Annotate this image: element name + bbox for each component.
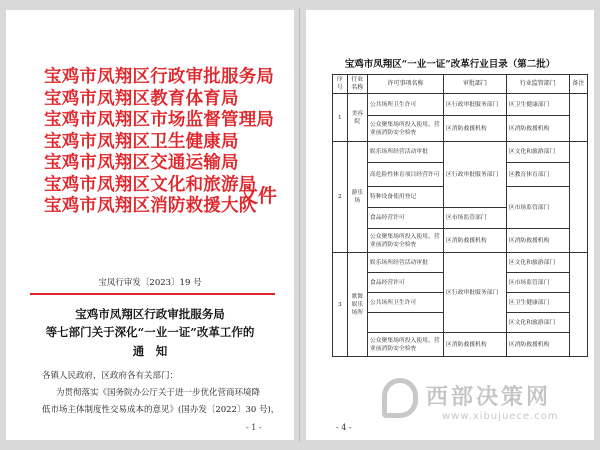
agency-name: 宝鸡市凤翔区文化和旅游局: [44, 174, 257, 195]
supervision-dept: 区消防救援机构: [506, 229, 569, 253]
notice-title-line: 等七部门关于深化“一业一证”改革工作的: [45, 325, 255, 339]
permit-item: 食品经营许可: [367, 273, 443, 293]
remark: [569, 253, 587, 357]
supervision-dept: 区文化和旅游部门: [506, 313, 569, 333]
supervision-dept: 区卫生健康部门: [506, 293, 569, 313]
supervision-dept: 区卫生健康部门: [506, 94, 569, 116]
supervision-dept: 区文化和旅游部门: [506, 142, 569, 163]
supervision-dept: 区市场监管部门: [506, 187, 569, 229]
body-text-line: 低市场主体制度性交易成本的意见》(国办发〔2022〕30 号)，: [42, 405, 280, 415]
supervision-dept: 区教育体育部门: [506, 163, 569, 187]
page-divider: [299, 8, 300, 442]
industry-name: 歌舞娱乐场所: [347, 253, 367, 357]
industry-name: 游乐场: [347, 142, 367, 253]
approval-dept: 区市场监管部门: [444, 208, 507, 229]
catalog-title: 宝鸡市凤翔区“一业一证”改革行业目录（第二批）: [344, 59, 556, 70]
notice-title-line: 通 知: [132, 344, 168, 358]
permit-item: 高危险性体育项目经营许可: [367, 163, 443, 187]
body-text-line: 为贯彻落实《国务院办公厅关于进一步优化营商环境降: [56, 388, 261, 398]
permit-item: 娱乐场所经营活动审批: [367, 142, 443, 163]
table-row: [333, 142, 588, 163]
document-page-4: [306, 10, 594, 440]
permit-item: 公共场所卫生许可: [367, 94, 443, 116]
header-cell: 行业名称: [347, 75, 367, 94]
document-label: 文件: [239, 185, 278, 207]
table-header-row: [333, 75, 588, 94]
table-row: [333, 229, 588, 253]
permit-item: 特种设备使用登记: [367, 187, 443, 208]
permit-item: 公众聚集场所投入使用、营业前消防安全检查: [367, 116, 443, 142]
page-number: - 1 -: [246, 423, 262, 432]
page-number: - 4 -: [336, 423, 352, 432]
row-number: 3: [333, 253, 348, 357]
table-row: [333, 94, 588, 116]
approval-dept: 区行政审批服务部门: [444, 253, 507, 333]
watermark-url: www.xibujuece.com: [442, 411, 559, 422]
header-cell: 序号: [333, 75, 348, 94]
approval-dept: 区消防救援机构: [444, 229, 507, 253]
header-cell: 行业监管部门: [506, 75, 569, 94]
agency-name: 宝鸡市凤翔区交通运输局: [44, 153, 239, 173]
industry-catalog-table: [332, 74, 588, 357]
approval-dept: 区消防救援机构: [444, 116, 507, 142]
red-divider: [30, 293, 275, 295]
supervision-dept: 区市场监管部门: [506, 273, 569, 293]
remark: [569, 142, 587, 253]
notice-title-line: 宝鸡市凤翔区行政审批服务局: [75, 307, 225, 321]
table-row: [333, 253, 588, 273]
remark: [569, 94, 587, 142]
row-number: 2: [333, 142, 348, 253]
watermark-text: 西部决策网: [426, 385, 552, 410]
agency-name: 宝鸡市凤翔区行政审批服务局: [44, 67, 275, 87]
agency-name: 宝鸡市凤翔区市场监督管理局: [44, 110, 275, 130]
row-number: 1: [333, 94, 348, 142]
approval-dept: 区行政审批服务部门: [444, 142, 507, 208]
document-number: 宝凤行审发〔2023〕19 号: [98, 278, 202, 288]
permit-item: [367, 313, 443, 333]
industry-name: 美容院: [347, 94, 367, 142]
table-row: [333, 116, 588, 142]
header-cell: 许可事项名称: [367, 75, 443, 94]
header-cell: 审批部门: [444, 75, 507, 94]
watermark-logo-icon: [382, 378, 418, 418]
permit-item: 公共场所卫生许可: [367, 293, 443, 313]
permit-item: 娱乐场所经营活动审批: [367, 253, 443, 273]
approval-dept: 区消防救援机构: [444, 333, 507, 357]
body-text-line: 各镇人民政府，区政府各有关部门：: [42, 371, 179, 381]
permit-item: 公众聚集场所投入使用、营业前消防安全检查: [367, 229, 443, 253]
supervision-dept: 区消防救援机构: [506, 333, 569, 357]
document-page-1: [6, 10, 294, 440]
approval-dept: 区行政审批服务部门: [444, 94, 507, 116]
header-cell: 备注: [569, 75, 587, 94]
table-row: [333, 333, 588, 357]
supervision-dept: 区消防救援机构: [506, 116, 569, 142]
permit-item: 公众聚集场所投入使用、营业前消防安全检查: [367, 333, 443, 357]
permit-item: 食品经营许可: [367, 208, 443, 229]
supervision-dept: 区文化和旅游部门: [506, 253, 569, 273]
agency-name: 宝鸡市凤翔区消防救援大队: [44, 196, 257, 216]
agency-name: 宝鸡市凤翔区卫生健康局: [44, 131, 239, 152]
agency-name: 宝鸡市凤翔区教育体育局: [44, 88, 239, 109]
